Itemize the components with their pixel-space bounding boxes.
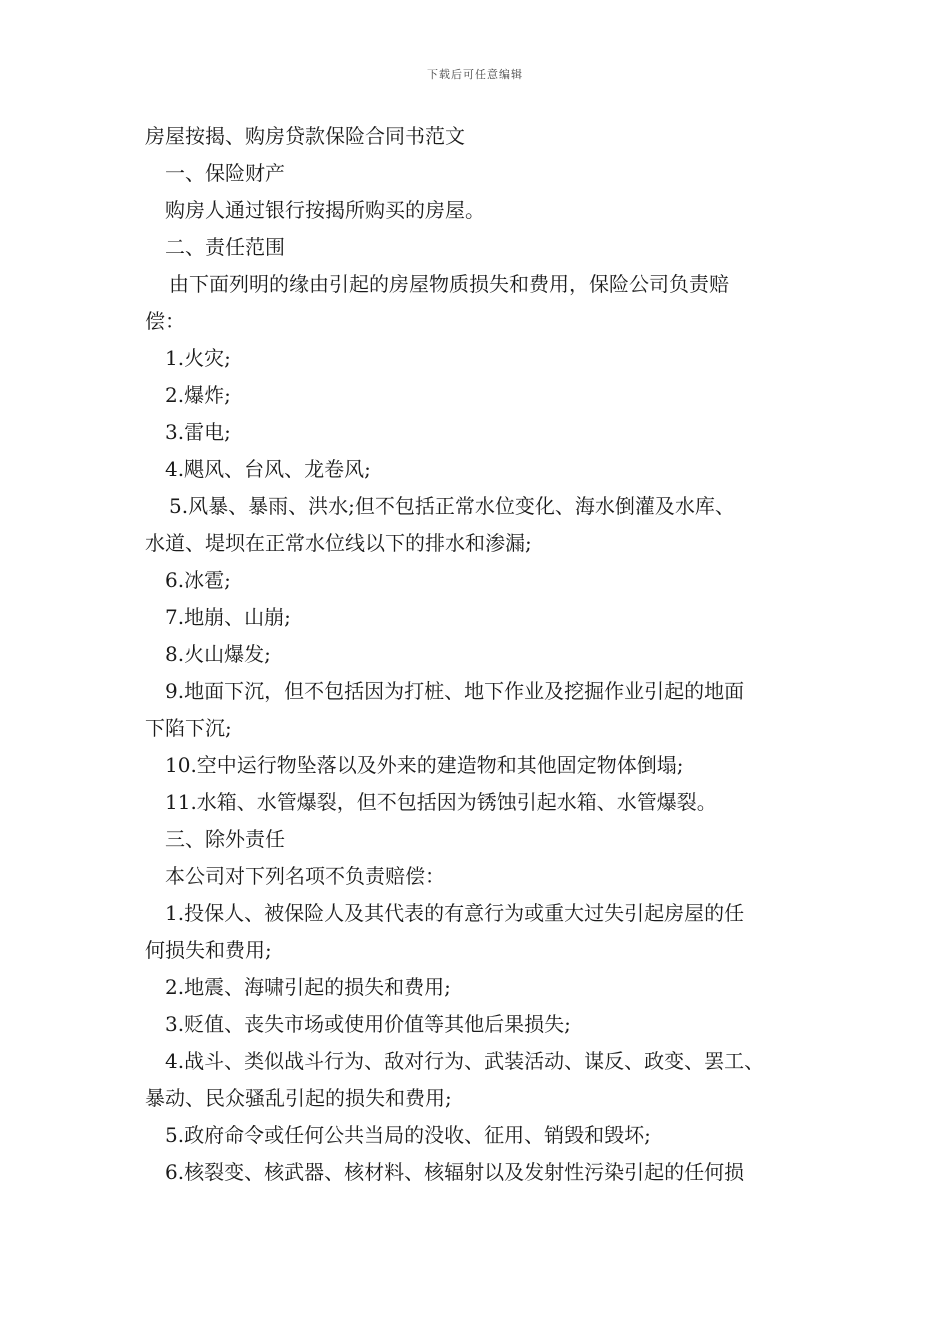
text-line: 6.冰雹;: [165, 568, 231, 592]
header-note: 下载后可任意编辑: [427, 68, 523, 81]
text-line: 3.雷电;: [165, 420, 231, 444]
text-line: 9.地面下沉，但不包括因为打桩、地下作业及挖掘作业引起的地面: [165, 679, 745, 703]
text-line: 1.火灾;: [165, 346, 231, 370]
text-line: 4.战斗、类似战斗行为、敌对行为、武装活动、谋反、政变、罢工、: [165, 1049, 765, 1073]
text-line: 5.政府命令或任何公共当局的没收、征用、销毁和毁坏;: [165, 1123, 651, 1147]
text-line: 由下面列明的缘由引起的房屋物质损失和费用，保险公司负责赔: [169, 272, 729, 296]
text-line: 购房人通过银行按揭所购买的房屋。: [165, 198, 485, 222]
text-line: 3.贬值、丧失市场或使用价值等其他后果损失;: [165, 1012, 571, 1036]
text-line: 本公司对下列名项不负责赔偿：: [165, 864, 445, 888]
text-line: 何损失和费用;: [145, 938, 272, 962]
text-line: 11.水箱、水管爆裂，但不包括因为锈蚀引起水箱、水管爆裂。: [165, 790, 717, 814]
text-line: 一、保险财产: [165, 161, 285, 185]
document-body: [145, 118, 825, 1191]
text-line: 2.爆炸;: [165, 383, 231, 407]
text-line: 4.飓风、台风、龙卷风;: [165, 457, 371, 481]
text-line: 6.核裂变、核武器、核材料、核辐射以及发射性污染引起的任何损: [165, 1160, 745, 1184]
document-title: 房屋按揭、购房贷款保险合同书范文: [145, 124, 465, 148]
text-line: 偿：: [145, 309, 185, 333]
text-line: 水道、堤坝在正常水位线以下的排水和渗漏;: [145, 531, 532, 555]
text-line: 5.风暴、暴雨、洪水;但不包括正常水位变化、海水倒灌及水库、: [169, 494, 735, 518]
text-line: 三、除外责任: [165, 827, 285, 851]
text-line: 二、责任范围: [165, 235, 285, 259]
text-line: 2.地震、海啸引起的损失和费用;: [165, 975, 451, 999]
text-line: 1.投保人、被保险人及其代表的有意行为或重大过失引起房屋的任: [165, 901, 745, 925]
text-line: 7.地崩、山崩;: [165, 605, 291, 629]
text-line: 8.火山爆发;: [165, 642, 271, 666]
text-line: 下陷下沉;: [145, 716, 232, 740]
text-line: 暴动、民众骚乱引起的损失和费用;: [145, 1086, 452, 1110]
text-line: 10.空中运行物坠落以及外来的建造物和其他固定物体倒塌;: [165, 753, 684, 777]
